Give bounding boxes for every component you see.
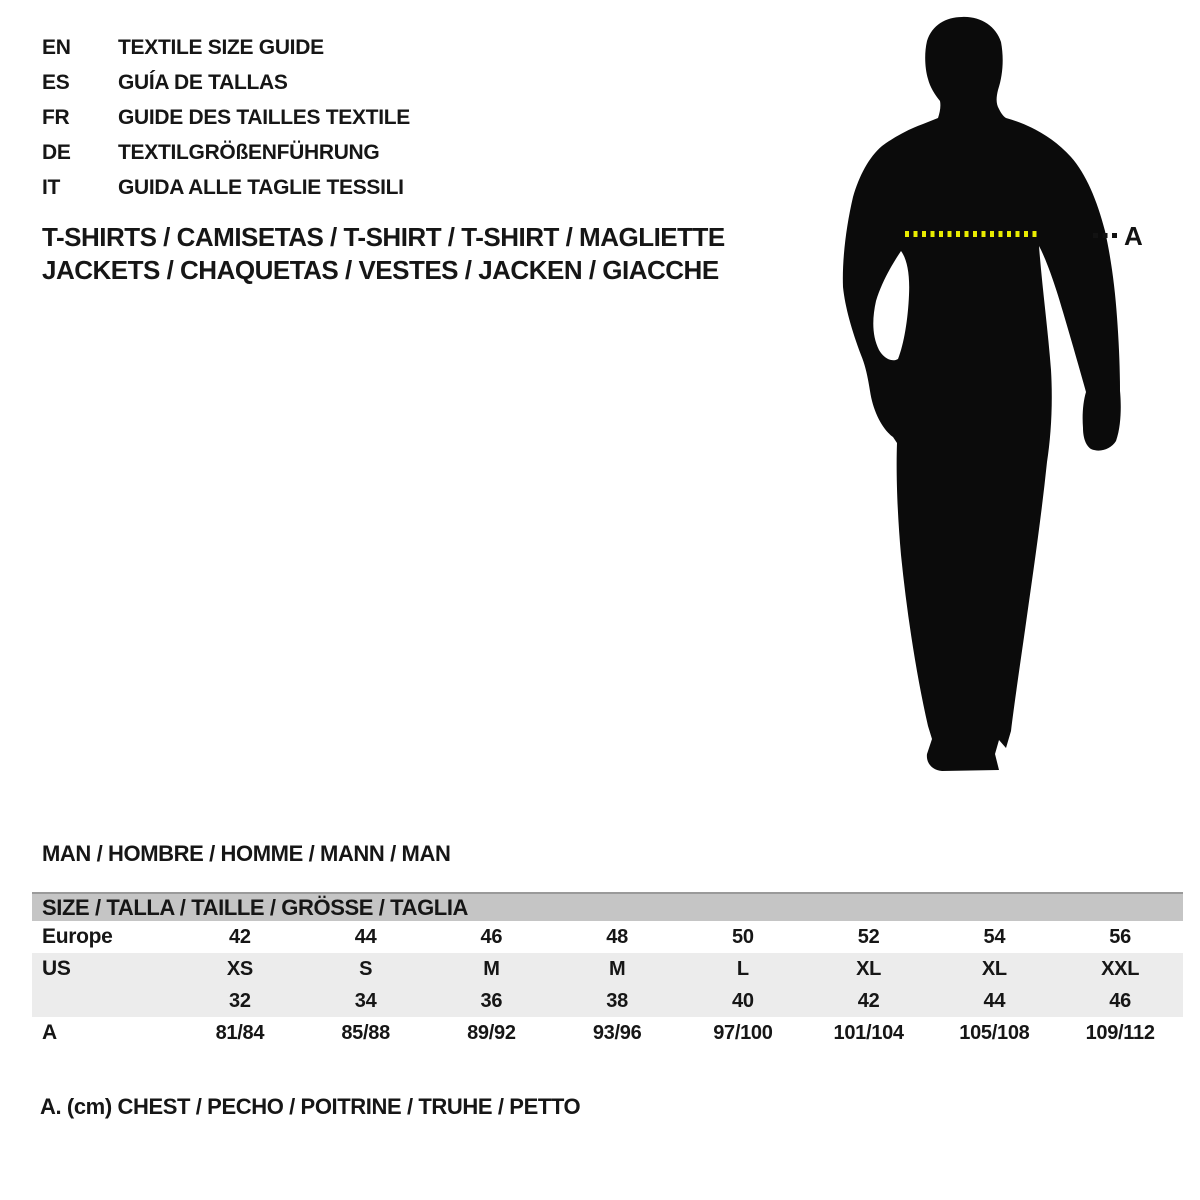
category-lines	[42, 221, 725, 287]
size-table	[32, 892, 1183, 1049]
table-row-chest	[32, 1017, 1183, 1049]
table-row-us	[32, 953, 1183, 985]
section-title-man: MAN / HOMBRE / HOMME / MANN / MAN	[42, 841, 451, 866]
measure-callout-dashes	[1093, 233, 1121, 238]
size-cell: M	[608, 957, 626, 980]
language-title: TEXTILGRÖßENFÜHRUNG	[118, 140, 380, 164]
size-cell: 105/108	[959, 1021, 1030, 1044]
size-cell: 89/92	[467, 1021, 516, 1044]
language-title: GUIDE DES TAILLES TEXTILE	[118, 105, 410, 129]
size-cell: 48	[606, 925, 628, 948]
size-cell: L	[736, 957, 749, 980]
size-cell: 40	[732, 989, 754, 1012]
size-cell: 34	[354, 989, 377, 1012]
language-code: ES	[42, 70, 70, 94]
size-cell: XXL	[1101, 957, 1140, 980]
language-list	[42, 30, 410, 205]
size-cell: 46	[480, 925, 503, 948]
language-code: IT	[42, 175, 61, 199]
row-label: US	[42, 957, 71, 980]
size-cell: 38	[606, 989, 628, 1012]
size-cell: 85/88	[341, 1021, 390, 1044]
size-cell: S	[359, 957, 373, 980]
size-cell: 42	[857, 989, 880, 1012]
language-row-it	[42, 170, 410, 205]
size-cell: 93/96	[592, 1021, 642, 1044]
language-row-en	[42, 30, 410, 65]
language-title: GUÍA DE TALLAS	[118, 70, 288, 94]
language-row-de	[42, 135, 410, 170]
table-row-us-numeric	[32, 985, 1183, 1017]
size-cell: 56	[1109, 925, 1131, 948]
category-line-jackets: JACKETS / CHAQUETAS / VESTES / JACKEN / GIACCHE	[42, 255, 719, 285]
language-title: TEXTILE SIZE GUIDE	[118, 35, 324, 59]
man-silhouette	[840, 10, 1150, 790]
size-cell: XS	[226, 957, 253, 980]
row-label: Europe	[42, 925, 113, 948]
category-line-tshirts: T-SHIRTS / CAMISETAS / T-SHIRT / T-SHIRT / MAGLIETTE	[42, 222, 725, 252]
size-cell: 36	[480, 989, 503, 1012]
size-cell: 44	[983, 989, 1006, 1012]
measure-footnote: A. (cm) CHEST / PECHO / POITRINE / TRUHE / PETTO	[40, 1094, 581, 1119]
measure-label-a: A	[1124, 221, 1143, 251]
size-table-header: SIZE / TALLA / TAILLE / GRÖSSE / TAGLIA	[32, 892, 1183, 921]
size-cell: 52	[857, 925, 880, 948]
language-row-es	[42, 65, 410, 100]
chest-measure-dotted-line	[905, 231, 1037, 237]
size-cell: M	[483, 957, 500, 980]
size-cell: 109/112	[1085, 1021, 1155, 1044]
size-cell: XL	[856, 957, 882, 980]
size-cell: 42	[229, 925, 251, 948]
language-code: EN	[42, 35, 71, 59]
language-code: DE	[42, 140, 71, 164]
size-cell: 101/104	[833, 1021, 904, 1044]
size-cell: 50	[732, 925, 754, 948]
language-title: GUIDA ALLE TAGLIE TESSILI	[118, 175, 404, 199]
size-cell: 54	[983, 925, 1006, 948]
size-cell: 97/100	[713, 1021, 773, 1044]
size-cell: 32	[229, 989, 251, 1012]
language-row-fr	[42, 100, 410, 135]
size-cell: XL	[981, 957, 1007, 980]
size-cell: 81/84	[215, 1021, 265, 1044]
row-label: A	[42, 1021, 57, 1044]
size-cell: 44	[354, 925, 377, 948]
table-row-europe	[32, 921, 1183, 953]
language-code: FR	[42, 105, 70, 129]
size-cell: 46	[1109, 989, 1131, 1012]
